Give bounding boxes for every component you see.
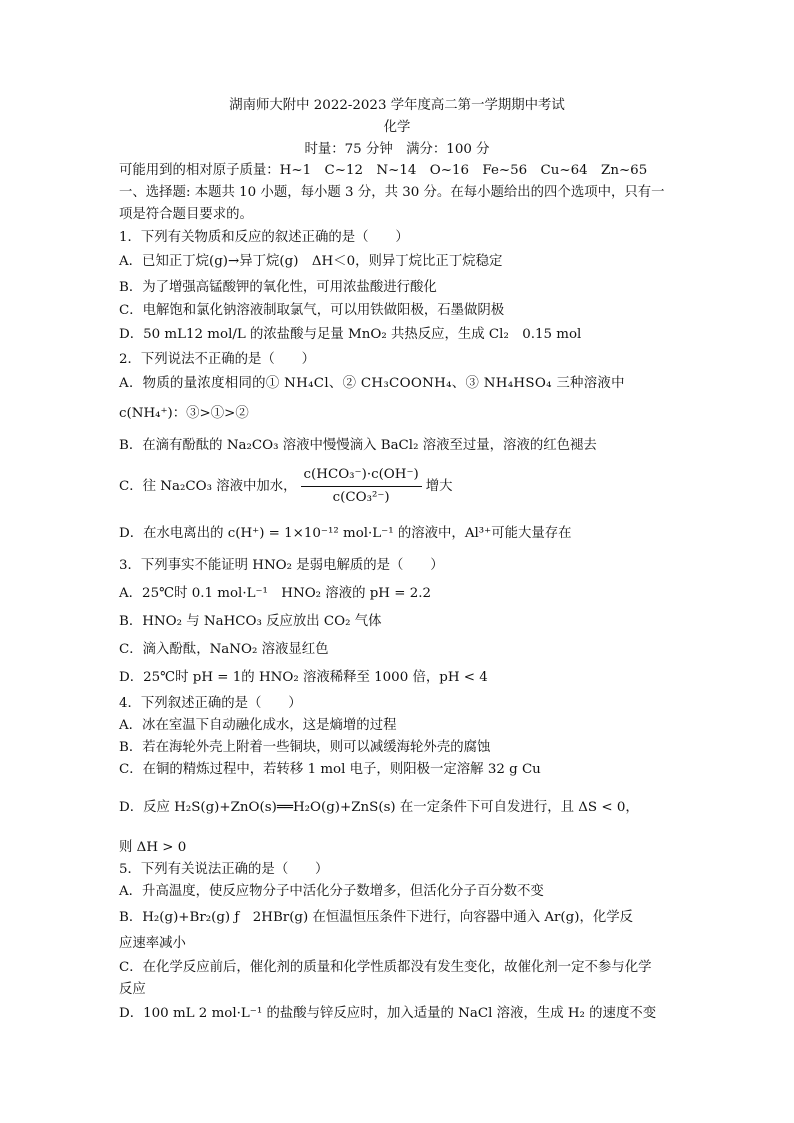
q2-option-a-line1: A．物质的量浓度相同的① NH₄Cl、② CH₃COONH₄、③ NH₄HSO₄ 三种溶液中 xyxy=(119,376,625,391)
q2-fraction-numerator: c(HCO₃⁻)·c(OH⁻) xyxy=(301,466,422,487)
q3-option-d: D．25℃时 pH = 1的 HNO₂ 溶液稀释至 1000 倍，pH < 4 xyxy=(119,670,488,685)
q5-option-b-line2: 应速率减小 xyxy=(119,936,186,951)
q5-stem: 5．下列有关说法正确的是（ ） xyxy=(119,862,329,877)
q2-option-a-line2: c(NH₄⁺)：③>①>② xyxy=(119,406,249,421)
q1-option-b: B．为了增强高锰酸钾的氧化性，可用浓盐酸进行酸化 xyxy=(119,280,437,295)
q1-stem: 1．下列有关物质和反应的叙述正确的是（ ） xyxy=(119,230,409,245)
q1-option-d: D．50 mL12 mol/L 的浓盐酸与足量 MnO₂ 共热反应，生成 Cl₂ 0.15 mol xyxy=(119,327,582,342)
q2-option-b: B．在滴有酚酞的 Na₂CO₃ 溶液中慢慢滴入 BaCl₂ 溶液至过量，溶液的红色褪去 xyxy=(119,438,597,453)
q2-option-c xyxy=(119,466,679,507)
q2-option-c-suffix: 增大 xyxy=(425,479,453,494)
exam-subject: 化学 xyxy=(383,120,411,135)
atomic-masses: 可能用到的相对原子质量：H~1 C~12 N~14 O~16 Fe~56 Cu~64 Zn~65 xyxy=(119,163,648,178)
q5-option-c-line1: C．在化学反应前后，催化剂的质量和化学性质都没有发生变化，故催化剂一定不参与化学 xyxy=(119,960,652,975)
q4-option-c: C．在铜的精炼过程中，若转移 1 mol 电子，则阳极一定溶解 32 g Cu xyxy=(119,762,541,777)
exam-meta: 时量：75 分钟 满分：100 分 xyxy=(304,142,490,157)
q3-option-c: C．滴入酚酞，NaNO₂ 溶液显红色 xyxy=(119,642,329,657)
q2-option-d: D．在水电离出的 c(H⁺) = 1×10⁻¹² mol·L⁻¹ 的溶液中，Al³⁺可能大量存在 xyxy=(119,526,572,541)
q4-option-d-line1: D．反应 H₂S(g)+ZnO(s)══H₂O(g)+ZnS(s) 在一定条件下可自发进行，且 ΔS < 0， xyxy=(119,800,639,815)
q5-option-d: D．100 mL 2 mol·L⁻¹ 的盐酸与锌反应时，加入适量的 NaCl 溶液，生成 H₂ 的速度不变 xyxy=(119,1006,657,1021)
q4-option-b: B．若在海轮外壳上附着一些铜块，则可以减缓海轮外壳的腐蚀 xyxy=(119,740,491,755)
q4-option-a: A．冰在室温下自动融化成水，这是熵增的过程 xyxy=(119,718,397,733)
section-intro-line2: 项是符合题目要求的。 xyxy=(119,207,253,222)
section-intro-line1: 一、选择题: 本题共 10 小题，每小题 3 分，共 30 分。在每小题给出的四个选项中，只有一 xyxy=(119,185,665,200)
q2-fraction-denominator: c(CO₃²⁻) xyxy=(332,490,390,505)
q1-option-a: A．已知正丁烷(g)→异丁烷(g) ΔH＜0，则异丁烷比正丁烷稳定 xyxy=(119,254,503,269)
q2-option-c-prefix: C．往 Na₂CO₃ 溶液中加水， xyxy=(119,479,297,494)
q4-stem: 4．下列叙述正确的是（ ） xyxy=(119,696,302,711)
q3-stem: 3．下列事实不能证明 HNO₂ 是弱电解质的是（ ） xyxy=(119,558,444,573)
q3-option-a: A．25℃时 0.1 mol·L⁻¹ HNO₂ 溶液的 pH = 2.2 xyxy=(119,586,431,601)
q5-option-c-line2: 反应 xyxy=(119,982,146,997)
q4-option-d-line2: 则 ΔH > 0 xyxy=(119,840,187,855)
q5-option-a: A．升高温度，使反应物分子中活化分子数增多，但活化分子百分数不变 xyxy=(119,884,544,899)
q3-option-b: B．HNO₂ 与 NaHCO₃ 反应放出 CO₂ 气体 xyxy=(119,614,382,629)
q2-fraction xyxy=(301,466,422,507)
q1-option-c: C．电解饱和氯化钠溶液制取氯气，可以用铁做阳极，石墨做阴极 xyxy=(119,303,505,318)
q5-option-b-line1: B．H₂(g)+Br₂(g) ƒ 2HBr(g) 在恒温恒压条件下进行，向容器中通入 Ar(g)，化学反 xyxy=(119,910,634,925)
q2-stem: 2．下列说法不正确的是（ ） xyxy=(119,352,315,367)
exam-title: 湖南师大附中 2022-2023 学年度高二第一学期期中考试 xyxy=(229,98,565,113)
